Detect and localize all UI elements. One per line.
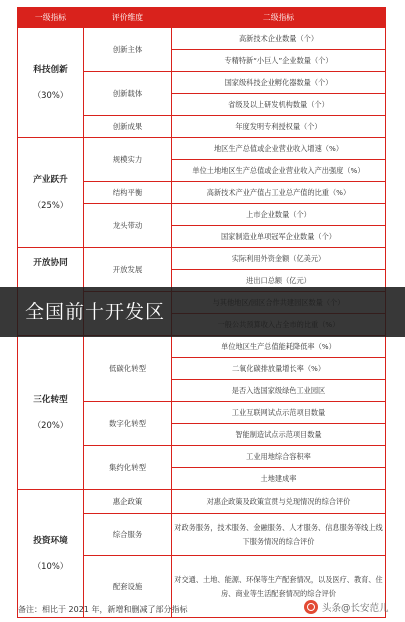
- indicator-cell: 实际利用外资金额（亿美元）: [172, 248, 386, 270]
- watermark-text: 头条@长安范儿: [322, 603, 389, 614]
- indicator-cell: 国家级科技企业孵化器数量（个）: [172, 72, 386, 94]
- dimension-cell: 综合服务: [84, 514, 172, 556]
- watermark: [304, 600, 389, 614]
- dimension-cell: 惠企政策: [84, 490, 172, 514]
- dimension-cell: 龙头带动: [84, 204, 172, 248]
- level1-cell-investment: 投资环境 （10%）: [18, 490, 84, 618]
- table-row: [18, 248, 386, 270]
- dimension-cell: 创新主体: [84, 28, 172, 72]
- dimension-cell: 配套设施: [84, 556, 172, 618]
- footnote: 备注：相比于 2021 年，新增和删减了部分指标: [18, 605, 188, 614]
- dimension-cell: 结构平衡: [84, 182, 172, 204]
- table-row: [18, 28, 386, 50]
- level1-cell-industry: 产业跃升 （25%）: [18, 138, 84, 248]
- indicator-cell: 对政务服务，技术服务、金融服务、人才服务、信息服务等线上线下服务情况的综合评价: [172, 514, 386, 556]
- indicator-cell: 土地建成率: [172, 468, 386, 490]
- indicator-cell: 智能制造试点示范项目数量: [172, 424, 386, 446]
- indicator-cell: 单位地区生产总值能耗降低率（%）: [172, 336, 386, 358]
- level1-cell-open: 开放协同: [18, 248, 84, 336]
- toutiao-logo-icon: [304, 600, 318, 614]
- indicator-cell: 对交通、土地、能源、环保等生产配套情况，以及医疗、教育、住房、商业等生活配套情况的综合评价: [172, 556, 386, 618]
- dimension-cell: 创新载体: [84, 72, 172, 116]
- table-row: [18, 138, 386, 160]
- dimension-cell: 开放发展: [84, 248, 172, 292]
- table-row: [18, 336, 386, 358]
- indicator-cell: 专精特新“小巨人”企业数量（个）: [172, 50, 386, 72]
- indicator-cell: 省级及以上研发机构数量（个）: [172, 94, 386, 116]
- indicator-cell: 地区生产总值或企业营业收入增速（%）: [172, 138, 386, 160]
- indicator-cell: 年度发明专利授权量（个）: [172, 116, 386, 138]
- indicator-cell: 高新技术企业数量（个）: [172, 28, 386, 50]
- header-level1: 一级指标: [18, 8, 84, 28]
- overlay-banner: 全国前十开发区: [0, 287, 405, 337]
- header-dimension: 评价维度: [84, 8, 172, 28]
- indicator-cell: 国家制造业单项冠军企业数量（个）: [172, 226, 386, 248]
- indicator-cell: 对惠企政策及政策宣贯与兑现情况的综合评价: [172, 490, 386, 514]
- dimension-cell: 集约化转型: [84, 446, 172, 490]
- indicator-cell: 是否入选国家级绿色工业园区: [172, 380, 386, 402]
- indicator-cell: 高新技术产业产值占工业总产值的比重（%）: [172, 182, 386, 204]
- dimension-cell: 创新成果: [84, 116, 172, 138]
- level1-cell-transform: 三化转型 （20%）: [18, 336, 84, 490]
- indicator-cell: 工业互联网试点示范项目数量: [172, 402, 386, 424]
- table-row: [18, 490, 386, 514]
- header-level2: 二级指标: [172, 8, 386, 28]
- dimension-cell: 规模实力: [84, 138, 172, 182]
- indicator-cell: 上市企业数量（个）: [172, 204, 386, 226]
- table-header-row: [18, 8, 386, 28]
- dimension-cell: 低碳化转型: [84, 336, 172, 402]
- level1-cell-tech: 科技创新 （30%）: [18, 28, 84, 138]
- indicator-cell: 单位土地地区生产总值或企业营业收入产出强度（%）: [172, 160, 386, 182]
- dimension-cell: 数字化转型: [84, 402, 172, 446]
- indicator-cell: 二氧化碳排放量增长率（%）: [172, 358, 386, 380]
- indicator-cell: 工业用地综合容积率: [172, 446, 386, 468]
- indicator-cell: 进出口总额（亿元）: [172, 270, 386, 292]
